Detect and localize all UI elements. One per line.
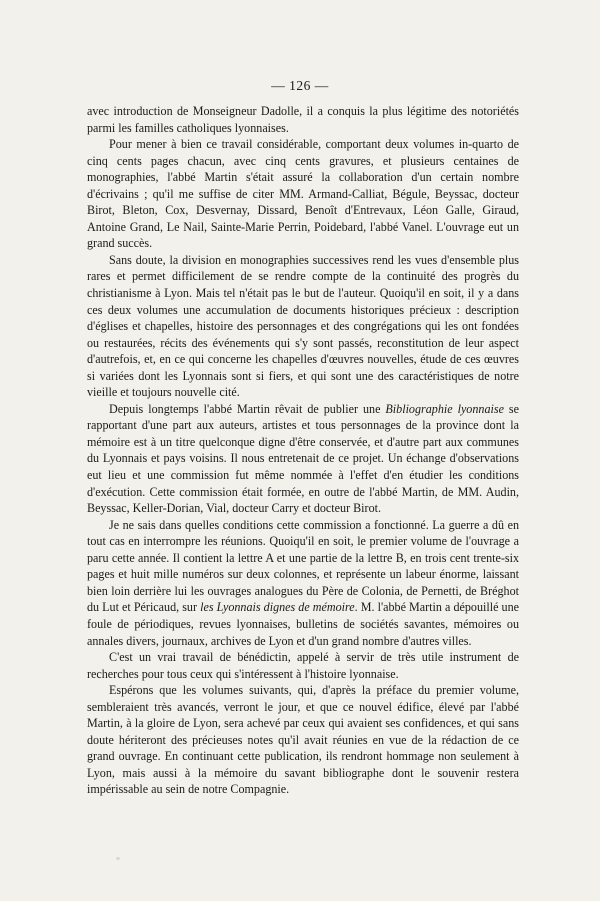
paragraph-7: Espérons que les volumes suivants, qui, d'après la préface du premier volume, sembleraient très avancés, verront le jour, et que ce nouvel édifice, élevé par l'abbé Martin, à la gloire de Lyon, sera achevé par ceux qui avaient ses confidences, et qui sans doute hériteront des précieuses notes qu'il avait réunies en vue de la rédaction de ce grand ouvrage. En continuant cette publication, ils rendront hommage non seulement à Lyon, mais aussi à la mémoire du savant bibliographe dont le souvenir restera impérissable au sein de notre Compagnie.	[87, 683, 519, 797]
body-text	[87, 103, 519, 798]
paragraph-4-italic: Bibliographie lyonnaise	[385, 401, 504, 416]
paragraph-3: Sans doute, la division en monographies successives rend les vues d'ensemble plus rares et permet difficilement de se rendre compte de la continuité des progrès du christianisme à Lyon. Mais tel n'était pas le but de l'auteur. Quoiqu'il en soit, il y a dans ces deux volumes une accumulation de documents historiques précieux : description d'églises et chapelles, histoire des personnages et des congrégations qui les ont fondées ou restaurées, récits des événements qui s'y sont passés, reconstitution de leur aspect d'autrefois, et, en ce qui concerne les chapelles d'œuvres nouvelles, étude de ces œuvres si variées dont les Lyonnais sont si fiers, et qui sont une des caractéristiques de notre vieille et toujours nouvelle cité.	[87, 252, 519, 400]
paragraph-5-text-after: . M. l'abbé Martin a dépouillé une foule de périodiques, revues lyonnaises, bulletins de sociétés savantes, mémoires ou annales divers, journaux, archives de Lyon et d'un grand nombre d'autres villes.	[87, 600, 519, 648]
paragraph-4-text-before: Depuis longtemps l'abbé Martin rêvait de publier une	[109, 401, 386, 416]
paper-smudge	[116, 857, 120, 860]
paragraph-6: C'est un vrai travail de bénédictin, appelé à servir de très utile instrument de recherches pour tous ceux qui s'intéressent à l'histoire lyonnaise.	[87, 650, 519, 681]
paragraph-5-italic: les Lyonnais dignes de mémoire	[200, 600, 355, 615]
paragraph-1: avec introduction de Monseigneur Dadolle, il a conquis la plus légitime des notoriétés parmi les familles catholiques lyonnaises.	[87, 104, 519, 135]
paragraph-5	[87, 517, 519, 649]
paragraph-5-text-before: Je ne sais dans quelles conditions cette commission a fonctionné. La guerre a dû en tout cas en interrompre les réunions. Quoiqu'il en soit, le premier volume de l'ouvrage a paru cette année. Il contient la lettre A et une partie de la lettre B, en trois cent trente-six pages et huit mille numéros sur deux colonnes, et représente un labeur énorme, laissant bien loin derrière lui les ouvrages analogues du Père de Colonia, de Pernetti, de Bréghot du Lut et Péricaud, sur	[87, 517, 519, 615]
paragraph-4-text-after: se rapportant d'une part aux auteurs, artistes et tous personnages de la province dont la mémoire est à un titre quelconque digne d'être conservée, et d'autre part aux communes du Lyonnais et pays voisins. Il nous entretenait de ce projet. Un échange d'observations eut lieu et une commission fut même nommée à l'effet d'en étudier les conditions d'exécution. Cette commission était formée, en outre de l'abbé Martin, de MM. Audin, Beyssac, Keller-Dorian, Vial, docteur Carry et docteur Birot.	[87, 401, 519, 516]
paragraph-4	[87, 401, 519, 517]
page-number: — 126 —	[271, 78, 329, 93]
paragraph-2: Pour mener à bien ce travail considérable, comportant deux volumes in-quarto de cinq cents pages chacun, avec cinq cents gravures, et plusieurs centaines de monographies, l'abbé Martin s'était assuré la collaboration d'un certain nombre d'écrivains ; qu'il me suffise de citer MM. Armand-Calliat, Bégule, Beyssac, docteur Birot, Bleton, Cox, Desvernay, Dissard, Benoît d'Entrevaux, Léon Galle, Giraud, Antoine Grand, Le Nail, Sainte-Marie Perrin, Poidebard, l'abbé Vanel. L'ouvrage eut un grand succès.	[87, 137, 519, 251]
